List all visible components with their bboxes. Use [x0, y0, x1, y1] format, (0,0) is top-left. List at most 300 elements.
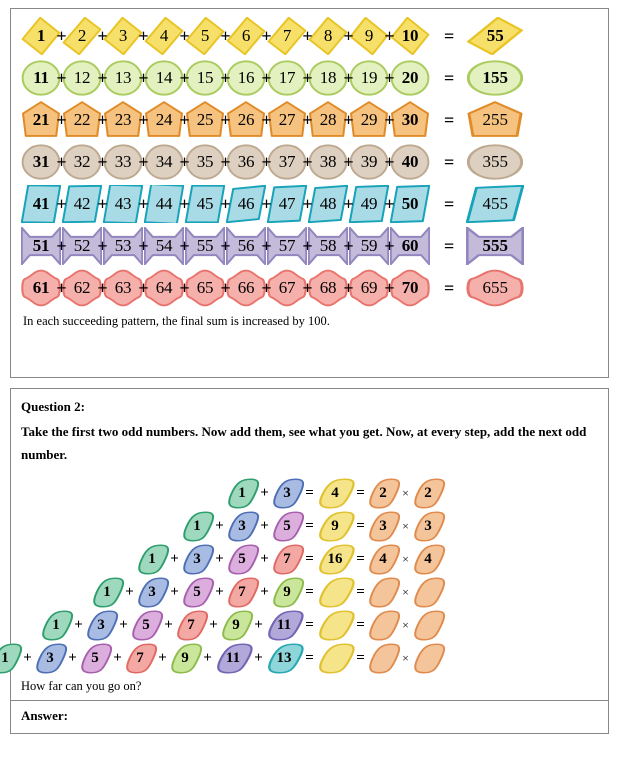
odd-addend	[30, 643, 70, 674]
pyramid-row	[0, 510, 448, 543]
addend-value: 64	[155, 278, 173, 297]
odd-addend-value: 7	[136, 649, 144, 666]
times-sign: ×	[402, 519, 409, 533]
plus-sign: +	[302, 194, 313, 214]
addend	[144, 227, 184, 265]
odd-addend-value: 1	[103, 583, 111, 600]
factor-b	[408, 643, 448, 674]
odd-addend	[216, 610, 256, 641]
odd-addend-value: 3	[148, 583, 156, 600]
addend-value: 50	[401, 194, 419, 213]
addend	[349, 59, 389, 97]
addend-value: 19	[360, 68, 378, 87]
addend-value: 3	[118, 26, 128, 45]
plus-sign: +	[261, 278, 272, 298]
odd-number-pyramid	[1, 477, 598, 675]
plus-sign: +	[343, 194, 354, 214]
plus-sign: +	[56, 194, 67, 214]
odd-addend	[222, 511, 262, 542]
addend-value: 60	[401, 236, 419, 255]
lens-shape	[363, 577, 403, 608]
addend-value: 21	[32, 110, 50, 129]
factor-a	[363, 610, 403, 641]
sum-row	[19, 99, 600, 141]
addend	[226, 17, 266, 55]
addend-value: 30	[401, 110, 419, 129]
plus-sign: +	[343, 110, 354, 130]
factor-a-value: 3	[379, 517, 387, 534]
equals-sign: =	[305, 649, 314, 666]
odd-addend-value: 1	[1, 649, 9, 666]
plus-sign: +	[119, 616, 128, 633]
plus-sign: +	[343, 152, 354, 172]
addend-value: 9	[364, 26, 374, 45]
sum-terms	[21, 17, 430, 55]
addend-value: 32	[73, 152, 91, 171]
plus-sign: +	[138, 68, 149, 88]
sum-row	[19, 57, 600, 99]
odd-addend	[177, 544, 217, 575]
row-sum	[466, 17, 524, 55]
addend-value: 31	[32, 152, 50, 171]
addend-value: 33	[114, 152, 132, 171]
plus-sign: +	[97, 152, 108, 172]
equals-sign: =	[356, 550, 365, 567]
addend	[21, 17, 61, 55]
addend	[267, 17, 307, 55]
odd-addend-value: 5	[193, 583, 201, 600]
addend-value: 49	[360, 194, 378, 213]
answer-strip[interactable]	[11, 700, 608, 733]
plus-sign: +	[179, 194, 190, 214]
odd-addend	[132, 544, 172, 575]
plus-sign: +	[164, 616, 173, 633]
odd-addend	[267, 511, 307, 542]
equals-sign: =	[444, 25, 455, 46]
addend	[390, 17, 430, 55]
plus-sign: +	[97, 68, 108, 88]
plus-sign: +	[179, 278, 190, 298]
plus-sign: +	[302, 26, 313, 46]
addend	[62, 269, 102, 307]
addend-value: 52	[73, 236, 91, 255]
plus-sign: +	[179, 68, 190, 88]
row-sum-value: 16	[327, 550, 343, 567]
lens-shape	[363, 643, 403, 674]
row-sum-value: 355	[482, 152, 509, 171]
odd-addend-value: 11	[225, 649, 241, 666]
addend	[267, 269, 307, 307]
factor-b	[408, 511, 448, 542]
odd-addend-value: 3	[283, 484, 291, 501]
row-sum-value: 9	[331, 517, 339, 534]
plus-sign: +	[125, 583, 134, 600]
plus-sign: +	[56, 278, 67, 298]
odd-addend	[210, 643, 256, 674]
question-instruction: Take the first two odd numbers. Now add them, see what you get. Now, at every step, add the next odd number.	[21, 424, 587, 462]
lens-shape	[408, 577, 448, 608]
sum-terms	[21, 185, 430, 223]
addend	[390, 59, 430, 97]
pyramid-row	[0, 642, 448, 675]
addend	[226, 101, 266, 139]
pattern-panel-one	[10, 8, 609, 378]
addend-value: 24	[155, 110, 173, 129]
odd-addend-value: 3	[193, 550, 201, 567]
row-sum-value: 55	[486, 26, 504, 45]
plus-sign: +	[215, 517, 224, 534]
addend	[185, 17, 225, 55]
sum-row	[19, 183, 600, 225]
plus-sign: +	[302, 68, 313, 88]
addend	[390, 269, 430, 307]
equals-sign: =	[305, 484, 314, 501]
addend	[62, 227, 102, 265]
row-sum	[312, 643, 358, 674]
row-sum-value: 455	[482, 194, 509, 213]
plus-sign: +	[158, 649, 167, 666]
addend-value: 8	[323, 26, 333, 45]
odd-addend-value: 5	[142, 616, 150, 633]
addend	[103, 269, 143, 307]
addend-value: 22	[73, 110, 91, 129]
addend	[185, 59, 225, 97]
addend-value: 44	[155, 194, 173, 213]
factor-a-value: 4	[379, 550, 387, 567]
addend	[185, 143, 225, 181]
plus-sign: +	[220, 236, 231, 256]
addend	[185, 227, 225, 265]
odd-addend	[81, 610, 121, 641]
factor-a	[363, 643, 403, 674]
plus-sign: +	[343, 278, 354, 298]
lens-shape	[408, 643, 448, 674]
odd-addend	[222, 478, 262, 509]
addend	[62, 17, 102, 55]
plus-sign: +	[260, 484, 269, 501]
plus-sign: +	[261, 236, 272, 256]
pyramid-row	[0, 543, 448, 576]
plus-sign: +	[179, 236, 190, 256]
plus-sign: +	[302, 110, 313, 130]
plus-sign: +	[138, 194, 149, 214]
pyramid-row	[0, 477, 448, 510]
equals-sign: =	[305, 550, 314, 567]
addend-value: 39	[360, 152, 378, 171]
times-sign: ×	[402, 486, 409, 500]
addend	[390, 185, 430, 223]
plus-sign: +	[260, 517, 269, 534]
plus-sign: +	[138, 278, 149, 298]
sum-terms	[21, 269, 430, 307]
addend-value: 28	[319, 110, 337, 129]
odd-addend	[261, 643, 307, 674]
odd-addend-value: 11	[276, 616, 292, 633]
plus-sign: +	[384, 152, 395, 172]
addend	[62, 185, 102, 223]
addend-value: 35	[196, 152, 214, 171]
plus-sign: +	[113, 649, 122, 666]
addend	[21, 269, 61, 307]
plus-sign: +	[302, 278, 313, 298]
addend-value: 17	[278, 68, 296, 87]
row-sum-value: 155	[482, 68, 509, 87]
plus-sign: +	[23, 649, 32, 666]
addend-value: 26	[237, 110, 255, 129]
addend	[21, 59, 61, 97]
addend	[349, 227, 389, 265]
lens-shape	[312, 643, 358, 674]
addend	[267, 227, 307, 265]
addend	[349, 17, 389, 55]
equals-sign: =	[356, 484, 365, 501]
plus-sign: +	[179, 110, 190, 130]
addend-value: 29	[360, 110, 378, 129]
odd-addend-value: 7	[283, 550, 291, 567]
plus-sign: +	[138, 26, 149, 46]
addend-value: 15	[196, 68, 214, 87]
addend	[103, 227, 143, 265]
addend	[21, 143, 61, 181]
addend	[62, 59, 102, 97]
plus-sign: +	[261, 194, 272, 214]
plus-sign: +	[260, 550, 269, 567]
equals-sign: =	[356, 616, 365, 633]
plus-sign: +	[343, 68, 354, 88]
plus-sign: +	[203, 649, 212, 666]
addend	[144, 185, 184, 223]
odd-addend	[75, 643, 115, 674]
addend-value: 1	[36, 26, 46, 45]
odd-addend-value: 9	[232, 616, 240, 633]
equals-sign: =	[444, 193, 455, 214]
addend-value: 48	[319, 194, 337, 213]
plus-sign: +	[220, 110, 231, 130]
odd-addend	[267, 478, 307, 509]
sum-row	[19, 267, 600, 309]
panel-one-caption: In each succeeding pattern, the final sum is increased by 100.	[23, 314, 330, 328]
addend-value: 54	[155, 236, 173, 255]
sum-row	[19, 225, 600, 267]
lens-shape	[408, 610, 448, 641]
factor-b-value: 2	[424, 484, 432, 501]
addend	[103, 101, 143, 139]
addend-value: 42	[73, 194, 91, 213]
row-sum	[312, 511, 358, 542]
addend-value: 14	[155, 68, 173, 87]
factor-a	[363, 544, 403, 575]
addend-value: 6	[241, 26, 251, 45]
addend	[103, 59, 143, 97]
addend	[226, 269, 266, 307]
addend-value: 27	[278, 110, 296, 129]
row-sum	[466, 227, 524, 265]
odd-addend	[126, 610, 166, 641]
plus-sign: +	[220, 152, 231, 172]
factor-a	[363, 478, 403, 509]
addend-value: 69	[360, 278, 378, 297]
odd-addend	[222, 577, 262, 608]
lens-shape	[363, 610, 403, 641]
addend-value: 51	[32, 236, 50, 255]
plus-sign: +	[179, 26, 190, 46]
plus-sign: +	[215, 583, 224, 600]
addend	[349, 185, 389, 223]
times-sign: ×	[402, 618, 409, 632]
odd-addend	[120, 643, 160, 674]
addend-value: 23	[114, 110, 132, 129]
addend	[21, 185, 61, 223]
addend-value: 67	[278, 278, 296, 297]
plus-sign: +	[384, 194, 395, 214]
odd-addend-value: 1	[238, 484, 246, 501]
row-sum-value: 655	[482, 278, 509, 297]
factor-b	[408, 478, 448, 509]
addend	[308, 17, 348, 55]
sum-terms	[21, 59, 430, 97]
plus-sign: +	[215, 550, 224, 567]
factor-b	[408, 577, 448, 608]
addend	[144, 17, 184, 55]
odd-addend	[177, 577, 217, 608]
sum-row	[19, 141, 600, 183]
row-sum	[466, 59, 524, 97]
odd-addend-value: 3	[97, 616, 105, 633]
addend-value: 18	[319, 68, 337, 87]
times-sign: ×	[402, 585, 409, 599]
addend-value: 37	[278, 152, 296, 171]
question-follow-up: How far can you go on?	[21, 678, 142, 693]
plus-sign: +	[384, 68, 395, 88]
sum-row	[19, 15, 600, 57]
odd-addend-value: 1	[52, 616, 60, 633]
equals-sign: =	[444, 235, 455, 256]
addend-value: 70	[401, 278, 419, 297]
addend	[185, 101, 225, 139]
odd-addend	[177, 511, 217, 542]
addend	[267, 101, 307, 139]
plus-sign: +	[254, 649, 263, 666]
plus-sign: +	[74, 616, 83, 633]
equals-sign: =	[444, 67, 455, 88]
equals-sign: =	[444, 277, 455, 298]
odd-addend-value: 7	[187, 616, 195, 633]
addend	[390, 227, 430, 265]
addend	[349, 269, 389, 307]
pyramid-row	[0, 609, 448, 642]
addend-value: 10	[401, 26, 419, 45]
row-sum	[466, 269, 524, 307]
addend	[308, 269, 348, 307]
addend-value: 55	[196, 236, 214, 255]
equals-sign: =	[356, 583, 365, 600]
addend-value: 59	[360, 236, 378, 255]
addend-value: 57	[278, 236, 296, 255]
question-panel-two	[1, 388, 609, 734]
odd-addend-value: 1	[148, 550, 156, 567]
addend	[21, 227, 61, 265]
pyramid-row	[0, 576, 448, 609]
addend	[349, 143, 389, 181]
addend-value: 47	[278, 194, 296, 213]
row-sum	[466, 101, 524, 139]
factor-b-value: 4	[424, 550, 432, 567]
plus-sign: +	[170, 583, 179, 600]
addend-value: 25	[196, 110, 214, 129]
sum-rows-container	[19, 15, 600, 309]
addend	[267, 185, 307, 223]
plus-sign: +	[260, 583, 269, 600]
addend-value: 40	[401, 152, 419, 171]
equals-sign: =	[356, 649, 365, 666]
plus-sign: +	[138, 110, 149, 130]
row-sum	[312, 577, 358, 608]
sum-terms	[21, 143, 430, 181]
plus-sign: +	[302, 236, 313, 256]
addend	[226, 143, 266, 181]
plus-sign: +	[97, 110, 108, 130]
plus-sign: +	[302, 152, 313, 172]
addend-value: 53	[114, 236, 132, 255]
addend-value: 45	[196, 194, 214, 213]
odd-addend	[165, 643, 205, 674]
addend	[144, 59, 184, 97]
addend-value: 13	[114, 68, 132, 87]
addend	[144, 101, 184, 139]
odd-addend	[267, 577, 307, 608]
plus-sign: +	[384, 110, 395, 130]
row-sum	[312, 610, 358, 641]
addend	[62, 101, 102, 139]
addend	[103, 185, 143, 223]
addend-value: 11	[33, 68, 49, 87]
equals-sign: =	[356, 517, 365, 534]
sum-terms	[21, 101, 430, 139]
addend-value: 46	[237, 194, 255, 213]
odd-addend-value: 9	[283, 583, 291, 600]
row-sum	[312, 544, 358, 575]
addend	[349, 101, 389, 139]
row-sum-value: 255	[482, 110, 509, 129]
plus-sign: +	[261, 68, 272, 88]
factor-b	[408, 610, 448, 641]
addend	[226, 185, 266, 223]
odd-addend	[222, 544, 262, 575]
factor-b-value: 3	[424, 517, 432, 534]
plus-sign: +	[97, 194, 108, 214]
addend	[62, 143, 102, 181]
addend	[144, 143, 184, 181]
addend	[226, 227, 266, 265]
plus-sign: +	[179, 152, 190, 172]
addend	[308, 143, 348, 181]
factor-b	[408, 544, 448, 575]
addend	[226, 59, 266, 97]
addend-value: 2	[77, 26, 87, 45]
plus-sign: +	[56, 236, 67, 256]
odd-addend-value: 13	[276, 649, 292, 666]
row-sum-value: 4	[331, 484, 339, 501]
equals-sign: =	[444, 109, 455, 130]
plus-sign: +	[384, 26, 395, 46]
row-sum-value: 555	[482, 236, 509, 255]
row-sum	[312, 478, 358, 509]
addend-value: 62	[73, 278, 91, 297]
plus-sign: +	[261, 26, 272, 46]
addend	[103, 143, 143, 181]
plus-sign: +	[261, 110, 272, 130]
addend	[21, 101, 61, 139]
